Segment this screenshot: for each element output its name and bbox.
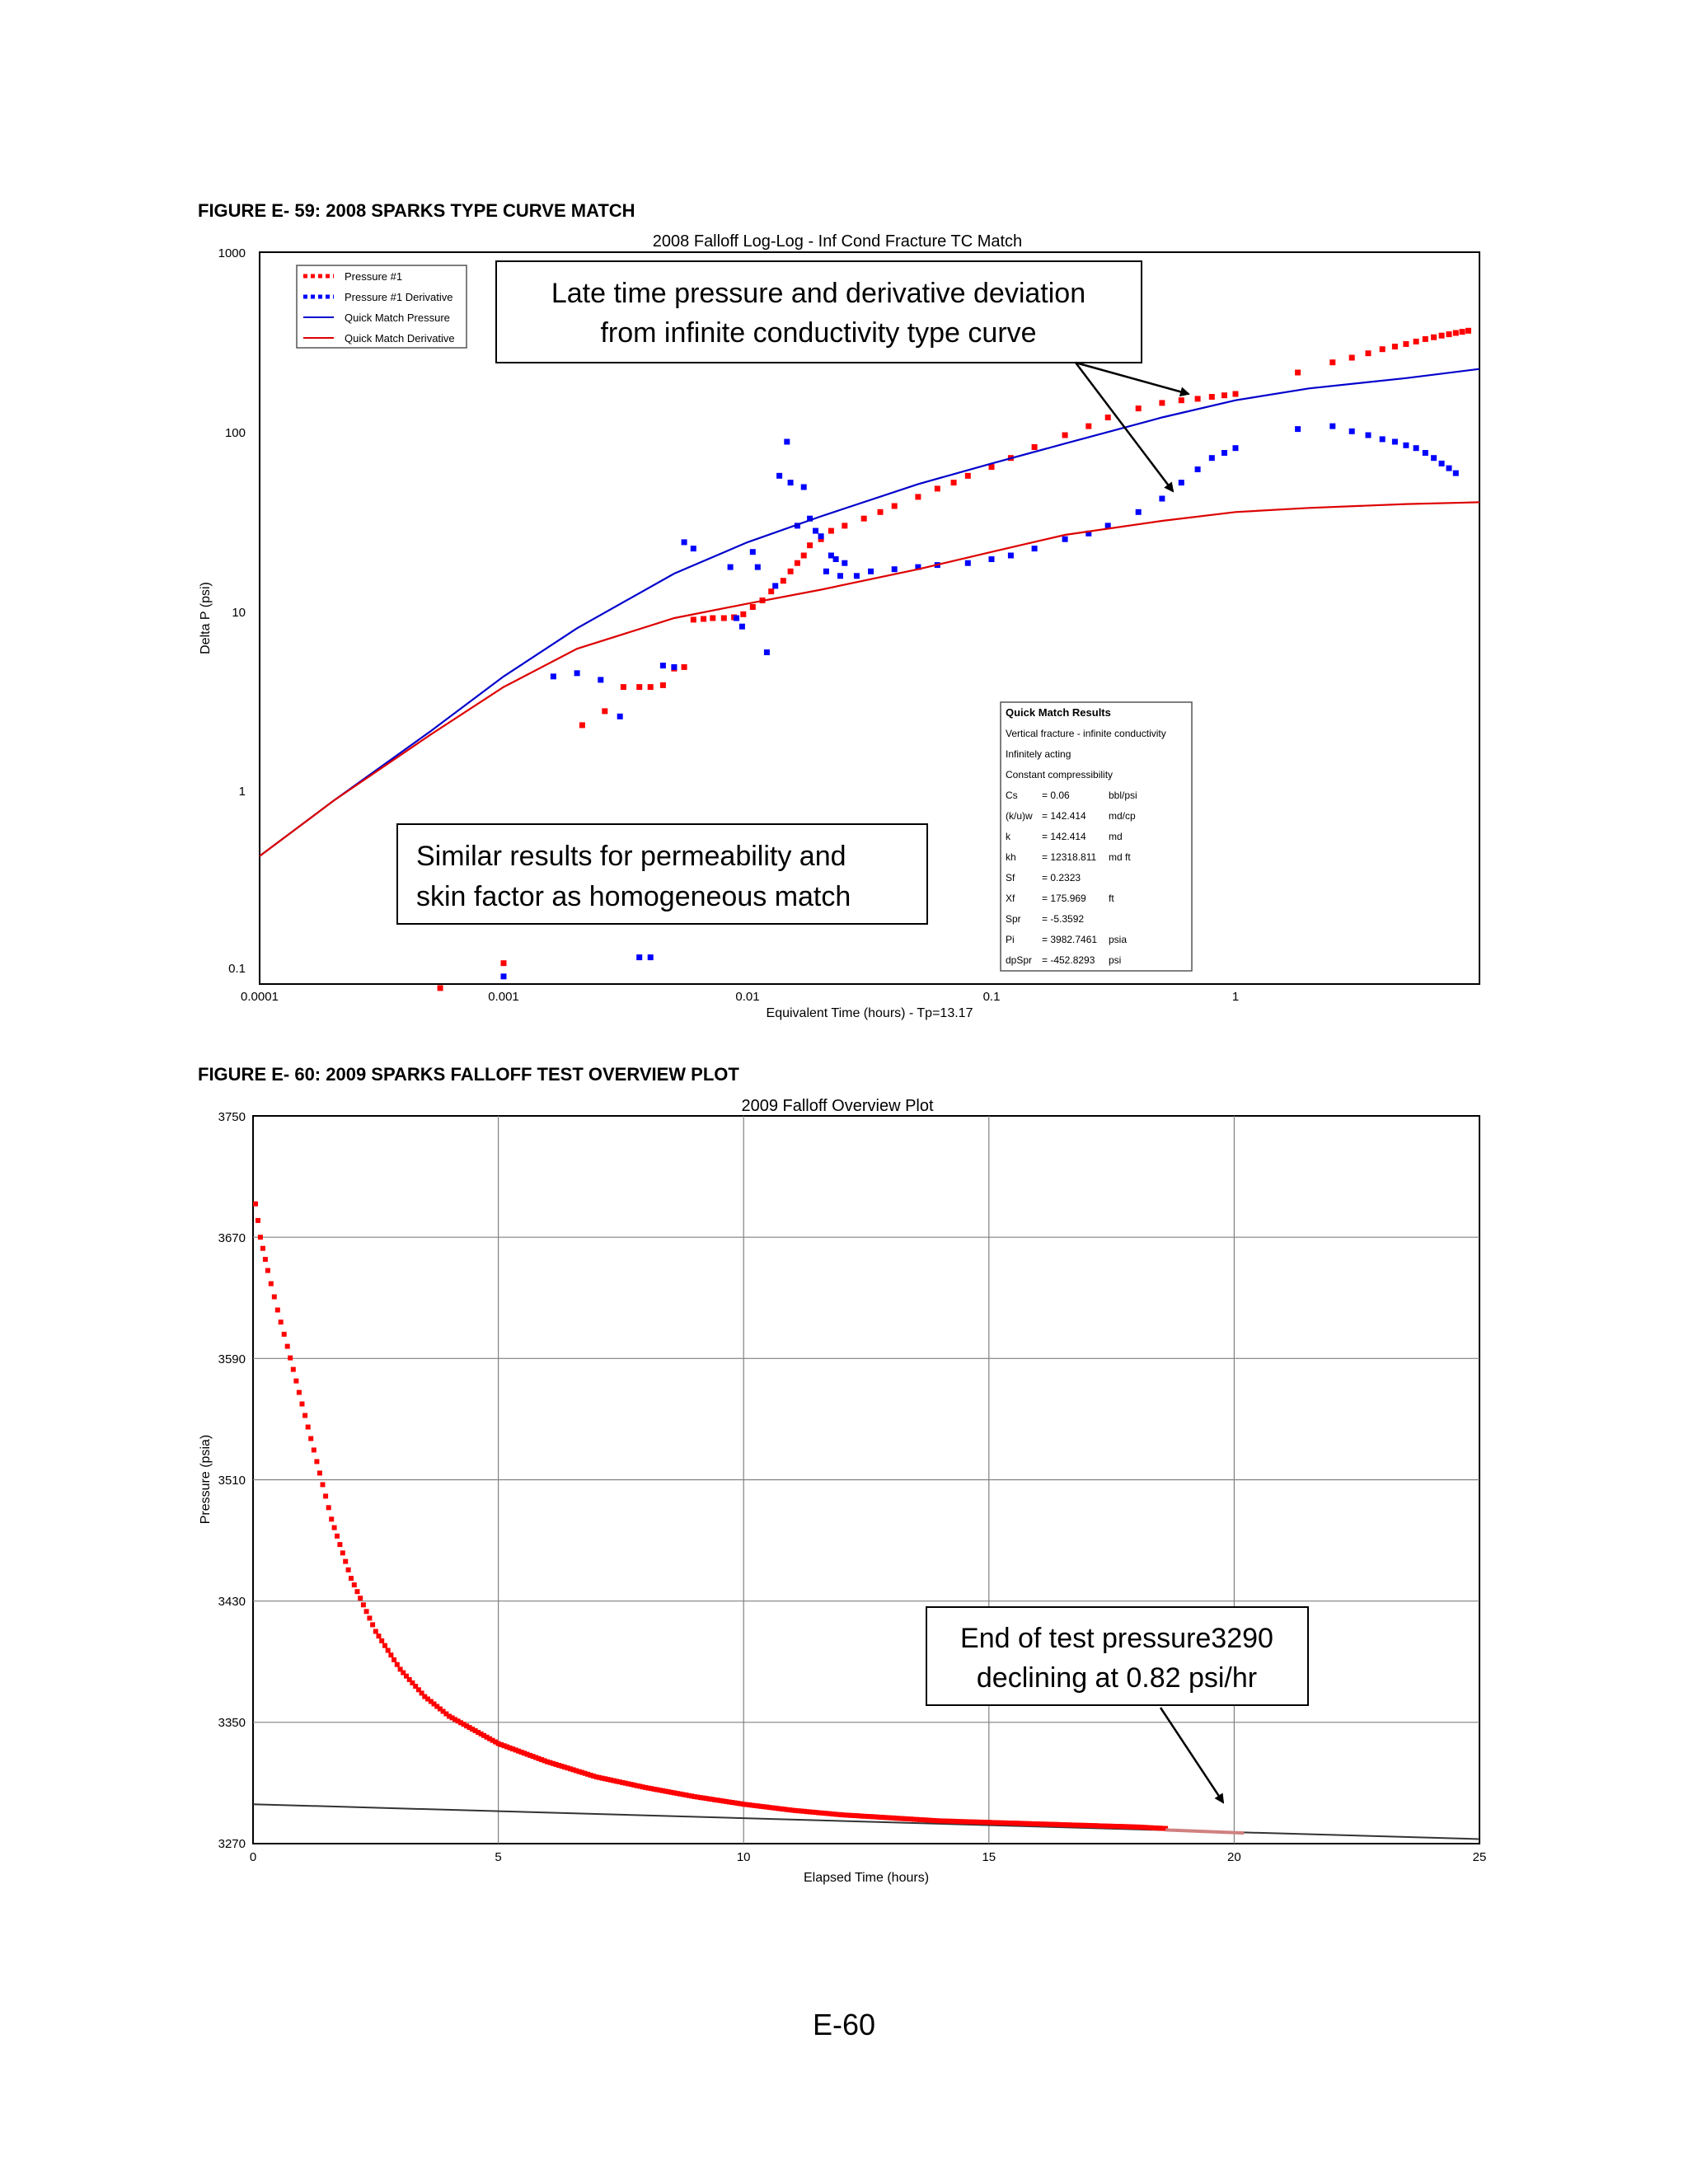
- pressure-point: [395, 1662, 400, 1667]
- chart2-x-tick: 25: [1472, 1850, 1487, 1864]
- pressure-point: [302, 1413, 307, 1418]
- results-param-value: = 12318.811: [1042, 851, 1097, 863]
- pressure-point: [1159, 400, 1165, 405]
- legend-item-derivative: Pressure #1 Derivative: [345, 291, 453, 303]
- pressure-point: [636, 684, 642, 690]
- derivative-point: [1423, 450, 1428, 456]
- derivative-point: [1032, 546, 1038, 551]
- derivative-point: [739, 624, 745, 630]
- pressure-point: [260, 1246, 265, 1251]
- pressure-point: [340, 1550, 345, 1555]
- chart1-x-tick: 0.0001: [241, 990, 279, 1004]
- derivative-point: [1008, 553, 1014, 559]
- pressure-point: [373, 1629, 378, 1634]
- pressure-point: [293, 1379, 298, 1384]
- pressure-point: [951, 480, 957, 485]
- pressure-point: [288, 1356, 293, 1361]
- pressure-point: [1349, 355, 1355, 361]
- derivative-point: [574, 670, 580, 676]
- pressure-point: [361, 1602, 366, 1607]
- pressure-point: [1465, 328, 1471, 334]
- chart2-x-axis-label: Elapsed Time (hours): [803, 1871, 930, 1885]
- derivative-point: [801, 485, 807, 490]
- chart1-x-tick: 0.1: [982, 990, 1001, 1004]
- derivative-point: [1329, 424, 1335, 429]
- pressure-point: [781, 578, 786, 583]
- chart2-y-tick: 3590: [218, 1352, 246, 1366]
- results-param-value: = 0.06: [1042, 790, 1070, 801]
- pressure-point: [388, 1652, 393, 1657]
- chart1-y-tick: 1000: [218, 246, 246, 260]
- derivative-point: [1366, 433, 1372, 438]
- pressure-point: [367, 1615, 372, 1620]
- derivative-point: [837, 573, 843, 579]
- annotation-similar-results: [397, 824, 927, 924]
- derivative-point: [551, 673, 556, 679]
- pressure-point: [329, 1516, 334, 1521]
- pressure-point: [1195, 396, 1201, 401]
- derivative-point: [598, 677, 603, 682]
- derivative-point: [1403, 443, 1409, 448]
- chart1-y-tick: 10: [232, 606, 246, 620]
- pressure-point: [1221, 392, 1227, 398]
- pressure-point: [788, 569, 794, 574]
- pressure-point: [258, 1235, 263, 1240]
- pressure-point: [263, 1257, 268, 1262]
- pressure-point: [282, 1332, 287, 1337]
- results-param-value: = 142.414: [1042, 831, 1086, 842]
- pressure-point: [842, 523, 847, 528]
- pressure-point: [1209, 394, 1215, 400]
- derivative-point: [728, 565, 734, 570]
- results-header-line: Constant compressibility: [1006, 769, 1114, 780]
- derivative-point: [1195, 466, 1201, 472]
- results-param-unit: ft: [1109, 893, 1114, 904]
- pressure-point: [1423, 336, 1428, 342]
- pressure-point: [364, 1609, 369, 1614]
- pressure-point: [1366, 350, 1372, 356]
- chart2-x-tick: 10: [736, 1850, 751, 1864]
- pressure-point: [1062, 433, 1068, 438]
- results-param-unit: psia: [1109, 934, 1128, 945]
- pressure-point: [343, 1559, 348, 1564]
- derivative-point: [764, 649, 770, 655]
- pressure-point: [795, 560, 800, 566]
- derivative-point: [1233, 445, 1239, 451]
- chart1-y-axis-label: Delta P (psi): [199, 582, 213, 654]
- derivative-point: [1221, 450, 1227, 456]
- pressure-point: [602, 708, 607, 714]
- page-number: E-60: [812, 2008, 876, 2041]
- pressure-point: [1136, 405, 1142, 411]
- pressure-point: [337, 1542, 342, 1547]
- derivative-point: [636, 954, 642, 960]
- derivative-point: [772, 583, 778, 588]
- pressure-point: [269, 1282, 274, 1286]
- pressure-point: [710, 616, 715, 621]
- pressure-point: [370, 1622, 375, 1627]
- derivative-point: [1380, 436, 1386, 442]
- derivative-point: [842, 560, 847, 566]
- pressure-point: [317, 1470, 322, 1475]
- derivative-point: [818, 533, 824, 539]
- derivative-point: [965, 560, 971, 566]
- pressure-point: [691, 616, 696, 622]
- annotation-late-time-line1: Late time pressure and derivative deviation: [551, 278, 1086, 309]
- quick-match-results-box: [1001, 702, 1192, 971]
- pressure-point: [386, 1648, 391, 1653]
- overview-chart: [199, 1097, 1486, 1885]
- derivative-point: [892, 566, 898, 572]
- derivative-point: [617, 714, 623, 719]
- pressure-point: [256, 1218, 260, 1223]
- figure-e59-caption: FIGURE E- 59: 2008 SPARKS TYPE CURVE MATCH: [198, 200, 635, 221]
- results-param-name: Spr: [1006, 913, 1021, 925]
- pressure-point: [621, 684, 626, 690]
- derivative-point: [1159, 496, 1165, 502]
- pressure-point: [1453, 330, 1459, 336]
- derivative-point: [1414, 445, 1419, 451]
- pressure-point: [721, 616, 727, 621]
- pressure-point: [965, 473, 971, 479]
- pressure-point: [312, 1447, 316, 1452]
- pressure-point: [355, 1589, 360, 1594]
- derivative-point: [1136, 509, 1142, 515]
- chart2-y-tick: 3350: [218, 1716, 246, 1730]
- pressure-point: [1414, 339, 1419, 344]
- results-param-value: = -5.3592: [1042, 913, 1085, 925]
- pressure-point: [892, 504, 898, 509]
- pressure-point: [285, 1344, 290, 1349]
- pressure-point: [579, 722, 585, 728]
- derivative-point: [755, 565, 761, 570]
- chart2-title: 2009 Falloff Overview Plot: [741, 1097, 934, 1115]
- pressure-point: [1179, 397, 1184, 403]
- pressure-point: [392, 1657, 396, 1662]
- derivative-point: [660, 663, 666, 668]
- results-param-unit: md ft: [1109, 851, 1131, 863]
- pressure-point: [701, 616, 706, 622]
- results-param-name: kh: [1006, 851, 1016, 863]
- results-param-name: dpSpr: [1006, 954, 1033, 966]
- chart2-x-tick: 0: [249, 1850, 257, 1864]
- results-param-value: = 0.2323: [1042, 872, 1081, 883]
- chart2-y-tick: 3270: [218, 1837, 246, 1851]
- annotation-similar-line1: Similar results for permeability and: [416, 841, 846, 872]
- annotation-late-time-line2: from infinite conductivity type curve: [600, 317, 1037, 349]
- pressure-point: [768, 588, 774, 594]
- derivative-point: [671, 664, 677, 670]
- pressure-point: [377, 1633, 382, 1638]
- results-param-unit: md/cp: [1109, 810, 1136, 822]
- annotation-end-line1: End of test pressure3290: [960, 1623, 1273, 1654]
- pressure-point: [279, 1319, 284, 1324]
- derivative-point: [989, 556, 995, 562]
- pressure-point: [323, 1493, 328, 1498]
- results-param-value: = -452.8293: [1042, 954, 1095, 966]
- pressure-point: [291, 1367, 296, 1372]
- pressure-point: [1447, 331, 1452, 337]
- chart2-x-tick: 15: [982, 1850, 996, 1864]
- chart2-x-tick: 5: [495, 1850, 502, 1864]
- pressure-point: [346, 1568, 351, 1572]
- pressure-point: [807, 542, 813, 548]
- pressure-point: [828, 528, 834, 534]
- derivative-point: [776, 473, 782, 479]
- pressure-point: [935, 485, 940, 491]
- derivative-point: [854, 573, 860, 579]
- pressure-point: [265, 1268, 270, 1273]
- pressure-point: [297, 1390, 302, 1395]
- chart1-x-tick: 0.01: [735, 990, 760, 1004]
- derivative-point: [1392, 439, 1398, 445]
- pressure-point: [1431, 335, 1437, 340]
- pressure-point: [314, 1459, 319, 1464]
- pressure-point: [501, 960, 507, 966]
- pressure-point: [1439, 333, 1445, 339]
- chart1-y-tick: 100: [224, 426, 246, 440]
- derivative-point: [788, 480, 794, 485]
- derivative-point: [813, 528, 818, 534]
- legend-item-match-derivative: Quick Match Derivative: [345, 332, 455, 344]
- chart1-y-tick: 1: [238, 785, 246, 799]
- derivative-point: [823, 569, 829, 574]
- pressure-point: [1085, 424, 1091, 429]
- derivative-point: [784, 439, 790, 445]
- pressure-point: [750, 604, 756, 610]
- pressure-point: [275, 1308, 280, 1313]
- pressure-point: [1233, 391, 1239, 397]
- pressure-point: [335, 1534, 340, 1539]
- derivative-point: [682, 539, 687, 545]
- results-param-name: (k/u)w: [1006, 810, 1033, 822]
- derivative-point: [1209, 455, 1215, 461]
- pressure-point: [915, 494, 921, 499]
- chart1-x-axis-label: Equivalent Time (hours) - Tp=13.17: [766, 1006, 973, 1020]
- pressure-point: [272, 1295, 277, 1300]
- derivative-point: [1431, 455, 1437, 461]
- pressure-point: [682, 664, 687, 670]
- results-param-unit: md: [1109, 831, 1123, 842]
- pressure-point: [382, 1643, 387, 1648]
- chart1-x-tick: 0.001: [488, 990, 519, 1004]
- results-param-name: Cs: [1006, 790, 1018, 801]
- results-param-unit: bbl/psi: [1109, 790, 1137, 801]
- pressure-point: [349, 1576, 354, 1581]
- derivative-point: [1453, 471, 1459, 476]
- chart1-legend: [297, 265, 467, 348]
- chart2-x-tick: 20: [1227, 1850, 1241, 1864]
- pressure-point: [352, 1582, 357, 1587]
- derivative-point: [734, 616, 739, 621]
- pressure-point: [1460, 329, 1465, 335]
- results-param-name: Sf: [1006, 872, 1015, 883]
- pressure-point: [321, 1482, 326, 1487]
- derivative-point: [1179, 480, 1184, 485]
- pressure-point: [308, 1436, 313, 1441]
- figure-e60-caption: FIGURE E- 60: 2009 SPARKS FALLOFF TEST OVERVIEW PLOT: [198, 1064, 739, 1085]
- derivative-point: [691, 546, 696, 551]
- pressure-point: [300, 1402, 305, 1407]
- chart2-y-axis-label: Pressure (psia): [199, 1434, 213, 1525]
- legend-item-match-pressure: Quick Match Pressure: [345, 312, 450, 324]
- loglog-chart: [199, 232, 1479, 1020]
- chart1-title: 2008 Falloff Log-Log - Inf Cond Fracture TC Match: [652, 232, 1023, 251]
- results-param-name: k: [1006, 831, 1010, 842]
- annotation-end-line2: declining at 0.82 psi/hr: [976, 1662, 1258, 1694]
- legend-item-pressure: Pressure #1: [345, 270, 403, 283]
- pressure-point: [326, 1505, 331, 1510]
- pressure-point: [1392, 344, 1398, 349]
- pressure-point: [878, 509, 884, 515]
- pressure-point: [740, 612, 746, 617]
- pressure-point: [358, 1596, 363, 1601]
- pressure-point: [1380, 346, 1386, 352]
- results-param-name: Xf: [1006, 893, 1015, 904]
- chart1-x-tick: 1: [1231, 990, 1240, 1004]
- chart2-y-tick: 3750: [218, 1110, 246, 1124]
- results-header-line: Infinitely acting: [1006, 748, 1071, 760]
- pressure-point: [1329, 359, 1335, 365]
- chart1-y-tick: 0.1: [228, 962, 246, 976]
- derivative-point: [1447, 466, 1452, 471]
- pressure-point: [648, 684, 654, 690]
- results-param-name: Pi: [1006, 934, 1015, 945]
- derivative-point: [1439, 461, 1445, 466]
- chart2-y-tick: 3510: [218, 1474, 246, 1488]
- pressure-point: [306, 1425, 311, 1430]
- chart2-y-tick: 3670: [218, 1231, 246, 1245]
- derivative-point: [648, 954, 654, 960]
- pressure-point: [660, 682, 666, 688]
- results-param-value: = 175.969: [1042, 893, 1086, 904]
- derivative-point: [1062, 537, 1068, 542]
- derivative-point: [750, 549, 756, 555]
- derivative-point: [868, 569, 874, 574]
- pressure-point: [861, 516, 867, 522]
- pressure-point: [253, 1202, 258, 1207]
- derivative-point: [1349, 429, 1355, 434]
- results-param-value: = 3982.7461: [1042, 934, 1098, 945]
- derivative-point: [833, 556, 839, 562]
- results-title: Quick Match Results: [1006, 706, 1111, 719]
- pressure-point: [801, 553, 807, 559]
- results-param-unit: psi: [1109, 954, 1122, 966]
- results-param-value: = 142.414: [1042, 810, 1086, 822]
- pressure-point: [332, 1526, 337, 1530]
- results-header-line: Vertical fracture - infinite conductivity: [1006, 728, 1166, 739]
- annotation-similar-line2: skin factor as homogeneous match: [416, 881, 851, 912]
- pressure-point: [1295, 370, 1301, 376]
- derivative-point: [501, 973, 507, 979]
- derivative-point: [1295, 426, 1301, 432]
- chart2-y-tick: 3430: [218, 1595, 246, 1609]
- pressure-point: [1032, 444, 1038, 450]
- pressure-point: [379, 1638, 384, 1643]
- pressure-point: [438, 985, 443, 991]
- pressure-point: [1105, 415, 1111, 420]
- pressure-point: [1403, 341, 1409, 347]
